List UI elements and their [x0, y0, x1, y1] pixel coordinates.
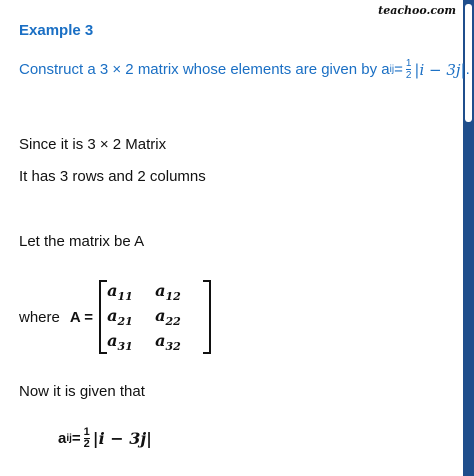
matrix-lhs: A = — [69, 308, 94, 326]
text-since: Since it is 3 × 2 Matrix — [19, 136, 167, 153]
matrix-cell — [155, 330, 203, 354]
formula — [58, 420, 152, 456]
formula-fraction — [84, 427, 90, 450]
where-label: where — [19, 308, 60, 326]
question-text — [19, 58, 469, 81]
matrix-cell-base: a — [107, 331, 118, 351]
matrix-cell-subscript: 31 — [117, 340, 133, 354]
question-equals: = — [394, 61, 403, 78]
matrix-a — [99, 280, 211, 355]
brand-logo: teachoo.com — [378, 4, 456, 17]
matrix-cell-subscript: 22 — [165, 315, 181, 329]
question-fraction — [406, 58, 412, 81]
matrix-cell — [155, 280, 203, 304]
matrix-cell-subscript: 12 — [165, 289, 181, 303]
matrix-cell — [107, 330, 155, 354]
text-given: Now it is given that — [19, 383, 145, 400]
matrix-cell-base: a — [155, 305, 166, 325]
matrix-cell — [107, 305, 155, 329]
matrix-cell-subscript: 11 — [117, 289, 133, 303]
matrix-cell-subscript: 21 — [117, 315, 133, 329]
fraction-denominator: 2 — [405, 70, 412, 81]
formula-equals: = — [71, 429, 81, 447]
matrix-cell-base: a — [155, 280, 166, 300]
formula-subscript: ij — [66, 432, 72, 444]
matrix-cell-base: a — [107, 305, 118, 325]
formula-numerator: 1 — [83, 425, 90, 438]
question-prefix: Construct a 3 × 2 matrix whose elements are given by a — [19, 61, 390, 78]
fraction-numerator: 1 — [405, 58, 412, 69]
matrix-cell-base: a — [155, 331, 166, 351]
matrix-cell — [155, 305, 203, 329]
matrix-cell-base: a — [107, 280, 118, 300]
example-heading: Example 3 — [19, 22, 94, 39]
question-subscript: ij — [389, 64, 395, 75]
matrix-cell-subscript: 32 — [165, 340, 181, 354]
formula-expression: |i − 3j| — [92, 428, 152, 448]
text-let-matrix: Let the matrix be A — [19, 233, 145, 250]
question-expression: |i − 3j| — [414, 60, 466, 79]
formula-lhs: a — [58, 429, 67, 447]
formula-denominator: 2 — [83, 437, 90, 450]
matrix-definition — [19, 280, 211, 354]
matrix-cell — [107, 280, 155, 304]
text-rows-columns: It has 3 rows and 2 columns — [19, 168, 206, 185]
question-suffix: . — [465, 61, 470, 78]
